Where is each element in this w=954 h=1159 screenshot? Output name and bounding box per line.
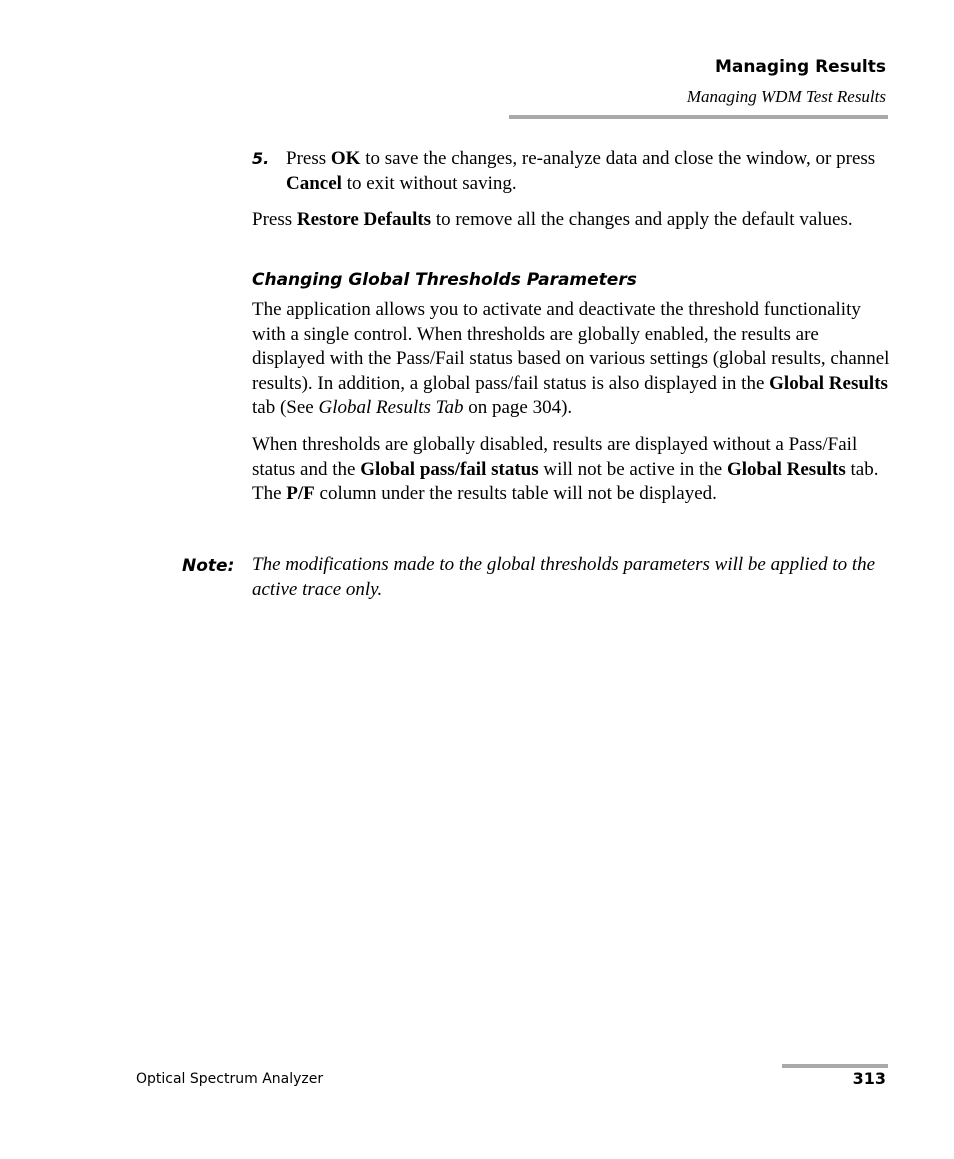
text-run: to save the changes, re-analyze data and close the window, or press: [360, 148, 876, 169]
threshold-disabled-paragraph: [252, 433, 892, 507]
page-number: 313: [852, 1069, 886, 1088]
text-run: will not be active in the: [538, 458, 727, 480]
threshold-activation-paragraph: [252, 298, 892, 421]
text-run: tab. The: [252, 458, 879, 505]
note-label: Note:: [182, 556, 235, 576]
global-results-reference: Global Results: [769, 372, 888, 394]
cancel-button-reference: Cancel: [286, 172, 342, 194]
text-run: column under the results table will not be displayed.: [314, 483, 717, 505]
text-run: tab (See: [252, 397, 319, 419]
running-header-subtitle: Managing WDM Test Results: [686, 87, 886, 106]
step-5: [252, 147, 892, 196]
section-subheading: Changing Global Thresholds Parameters: [252, 270, 637, 290]
cross-reference-link: Global Results Tab: [318, 397, 464, 419]
text-run: to remove all the changes and apply the default values.: [431, 209, 853, 230]
text-run: Press: [252, 209, 297, 230]
header-rule: [509, 115, 888, 119]
note-text: The modifications made to the global thresholds parameters will be applied to the active trace only.: [252, 554, 876, 600]
global-pass-fail-reference: Global pass/fail status: [360, 458, 539, 480]
step-number: 5.: [252, 149, 270, 168]
pf-column-reference: P/F: [286, 483, 315, 505]
footer-rule: [782, 1064, 888, 1068]
footer-product-name: Optical Spectrum Analyzer: [136, 1071, 324, 1087]
step-5-text: [286, 147, 892, 196]
restore-defaults-paragraph: [252, 208, 892, 233]
ok-button-reference: OK: [330, 148, 361, 169]
text-run: The application allows you to activate and deactivate the threshold functionality with a single control. When thresholds are globally enabled, the results are displayed with the Pass/Fail status based on various settings (global results, channel results). In addition, a global pass/fail status is also displayed in the: [252, 299, 890, 394]
restore-defaults-reference: Restore Defaults: [296, 209, 432, 230]
text-run: When thresholds are globally disabled, results are displayed without a Pass/Fail status and the: [252, 434, 858, 480]
running-header-title: Managing Results: [714, 57, 886, 77]
text-run: Press: [286, 148, 331, 169]
global-results-reference: Global Results: [727, 458, 846, 480]
text-run: to exit without saving.: [341, 172, 517, 194]
text-run: on page 304).: [463, 397, 573, 419]
